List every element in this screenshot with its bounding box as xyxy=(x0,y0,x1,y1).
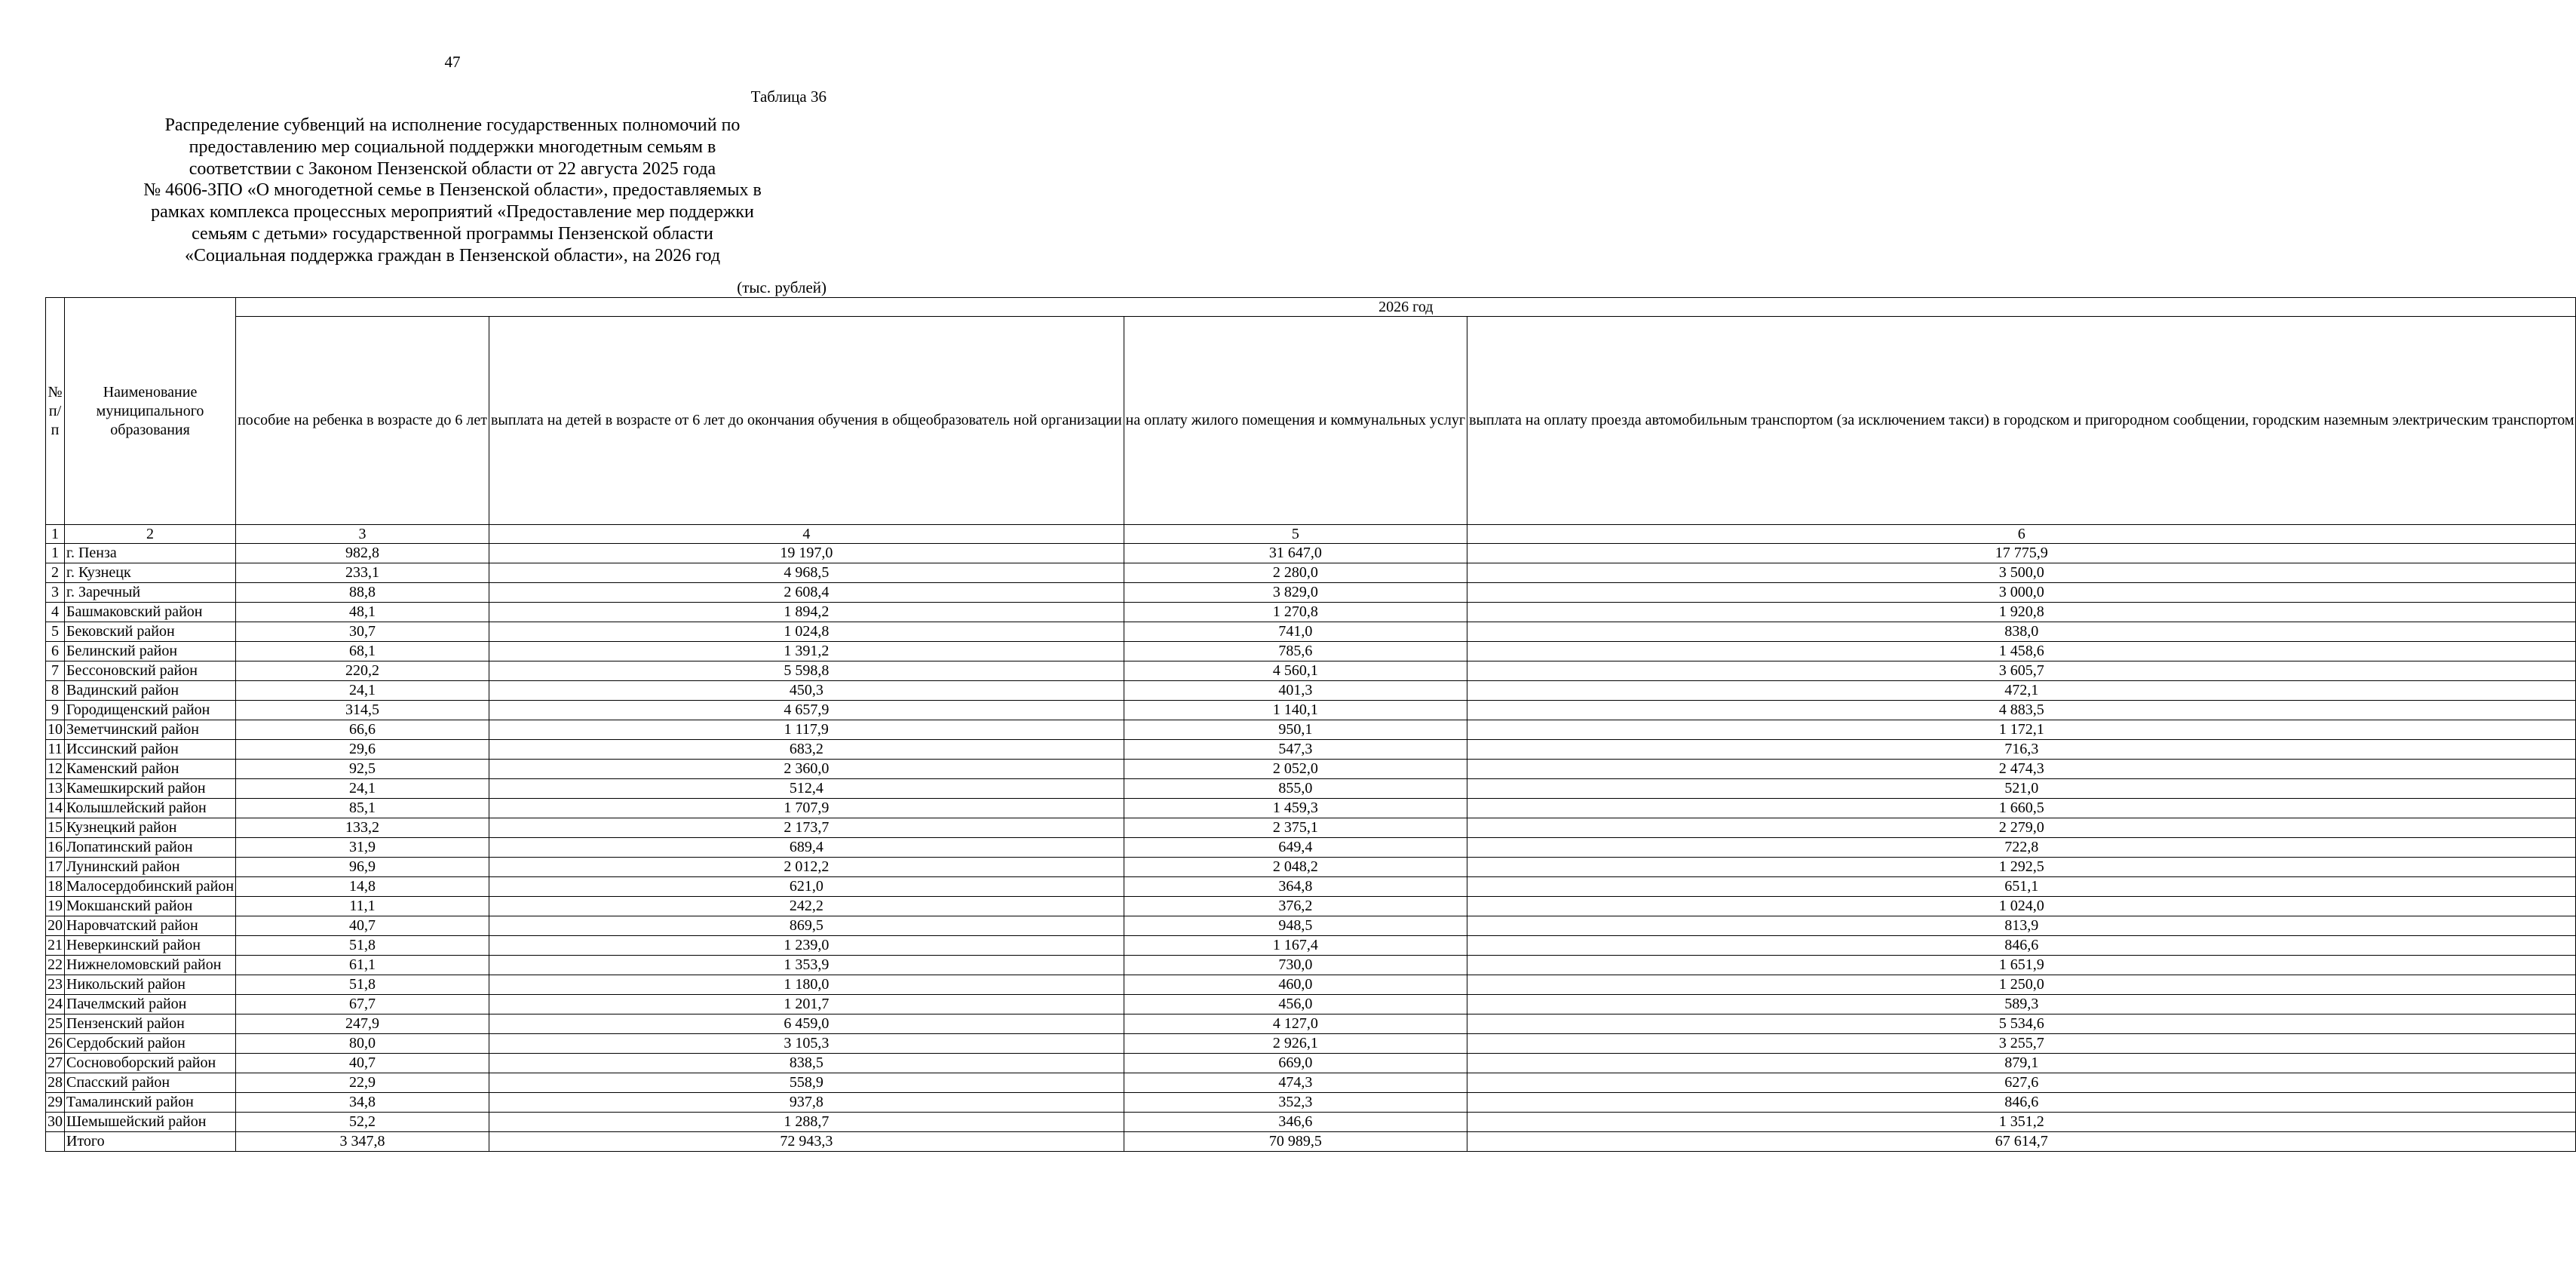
header-col-3: пособие на ребенка в возрасте до 6 лет xyxy=(236,317,489,525)
municipality-name: Кузнецкий район xyxy=(65,818,236,838)
municipality-name: Наровчатский район xyxy=(65,916,236,936)
row-number: 20 xyxy=(46,916,65,936)
value-child-6-plus: 1 707,9 xyxy=(489,799,1124,818)
value-housing: 855,0 xyxy=(1124,779,1467,799)
row-number: 5 xyxy=(46,622,65,642)
value-child-under-6: 80,0 xyxy=(236,1034,489,1054)
value-child-under-6: 52,2 xyxy=(236,1113,489,1132)
table-row xyxy=(46,897,2576,916)
value-transport: 627,6 xyxy=(1467,1073,2576,1093)
table-row xyxy=(46,779,2576,799)
value-child-under-6: 92,5 xyxy=(236,760,489,779)
value-transport: 17 775,9 xyxy=(1467,544,2576,563)
value-housing: 4 560,1 xyxy=(1124,661,1467,681)
row-number: 24 xyxy=(46,995,65,1014)
value-child-under-6: 96,9 xyxy=(236,858,489,877)
table-row xyxy=(46,956,2576,975)
value-housing: 2 926,1 xyxy=(1124,1034,1467,1054)
value-housing: 730,0 xyxy=(1124,956,1467,975)
row-number: 1 xyxy=(46,544,65,563)
table-row xyxy=(46,858,2576,877)
value-housing: 3 829,0 xyxy=(1124,583,1467,603)
value-child-6-plus: 869,5 xyxy=(489,916,1124,936)
table-row xyxy=(46,1093,2576,1113)
row-number: 9 xyxy=(46,701,65,720)
value-transport: 4 883,5 xyxy=(1467,701,2576,720)
value-transport: 3 000,0 xyxy=(1467,583,2576,603)
table-row xyxy=(46,1054,2576,1073)
table-row xyxy=(46,975,2576,995)
value-child-6-plus: 2 012,2 xyxy=(489,858,1124,877)
row-number: 22 xyxy=(46,956,65,975)
value-child-6-plus: 621,0 xyxy=(489,877,1124,897)
municipality-name: Нижнеломовский район xyxy=(65,956,236,975)
value-housing: 401,3 xyxy=(1124,681,1467,701)
value-child-under-6: 314,5 xyxy=(236,701,489,720)
header-col-6: выплата на оплату проезда автомобильным транспортом (за исключением такси) в городском и пригородном сообщении, городским наземным электрическим транспортом xyxy=(1467,317,2576,525)
value-housing: 364,8 xyxy=(1124,877,1467,897)
value-child-6-plus: 558,9 xyxy=(489,1073,1124,1093)
value-transport: 3 255,7 xyxy=(1467,1034,2576,1054)
header-name: Наименование муниципального образования xyxy=(65,298,236,525)
row-number: 30 xyxy=(46,1113,65,1132)
municipality-name: Бековский район xyxy=(65,622,236,642)
value-transport: 2 474,3 xyxy=(1467,760,2576,779)
value-housing: 31 647,0 xyxy=(1124,544,1467,563)
value-child-6-plus: 689,4 xyxy=(489,838,1124,858)
municipality-name: Земетчинский район xyxy=(65,720,236,740)
row-number: 4 xyxy=(46,603,65,622)
value-transport: 3 500,0 xyxy=(1467,563,2576,583)
row-number: 3 xyxy=(46,583,65,603)
value-child-under-6: 51,8 xyxy=(236,936,489,956)
municipality-name: Пачелмский район xyxy=(65,995,236,1014)
table-row xyxy=(46,799,2576,818)
value-child-under-6: 85,1 xyxy=(236,799,489,818)
municipality-name: Белинский район xyxy=(65,642,236,661)
municipality-name: г. Кузнецк xyxy=(65,563,236,583)
value-housing: 2 280,0 xyxy=(1124,563,1467,583)
title-line: предоставлению мер социальной поддержки многодетным семьям в xyxy=(189,137,716,157)
value-child-6-plus: 838,5 xyxy=(489,1054,1124,1073)
value-child-6-plus: 1 024,8 xyxy=(489,622,1124,642)
value-transport: 1 458,6 xyxy=(1467,642,2576,661)
value-child-under-6: 14,8 xyxy=(236,877,489,897)
row-number: 26 xyxy=(46,1034,65,1054)
value-transport: 589,3 xyxy=(1467,995,2576,1014)
municipality-name: Малосердобинский район xyxy=(65,877,236,897)
municipality-name: Лунинский район xyxy=(65,858,236,877)
value-child-under-6: 24,1 xyxy=(236,681,489,701)
total-row xyxy=(46,1132,2576,1152)
value-child-under-6: 220,2 xyxy=(236,661,489,681)
value-child-under-6: 40,7 xyxy=(236,916,489,936)
value-child-6-plus: 4 968,5 xyxy=(489,563,1124,583)
column-number-row xyxy=(46,525,2576,544)
subvention-table xyxy=(45,297,2576,1152)
table-row xyxy=(46,661,2576,681)
municipality-name: Итого xyxy=(65,1132,236,1152)
municipality-name: Лопатинский район xyxy=(65,838,236,858)
value-child-6-plus: 512,4 xyxy=(489,779,1124,799)
table-row xyxy=(46,818,2576,838)
value-transport: 722,8 xyxy=(1467,838,2576,858)
value-housing: 2 375,1 xyxy=(1124,818,1467,838)
municipality-name: Неверкинский район xyxy=(65,936,236,956)
municipality-name: Вадинский район xyxy=(65,681,236,701)
table-row xyxy=(46,916,2576,936)
municipality-name: Пензенский район xyxy=(65,1014,236,1034)
value-child-6-plus: 1 180,0 xyxy=(489,975,1124,995)
table-row xyxy=(46,642,2576,661)
value-child-6-plus: 1 288,7 xyxy=(489,1113,1124,1132)
value-transport: 1 292,5 xyxy=(1467,858,2576,877)
municipality-name: Никольский район xyxy=(65,975,236,995)
row-number: 15 xyxy=(46,818,65,838)
value-child-under-6: 88,8 xyxy=(236,583,489,603)
row-number: 29 xyxy=(46,1093,65,1113)
value-housing: 1 459,3 xyxy=(1124,799,1467,818)
document-title xyxy=(75,115,830,267)
row-number: 16 xyxy=(46,838,65,858)
value-child-under-6: 68,1 xyxy=(236,642,489,661)
header-number: № п/п xyxy=(46,298,65,525)
value-transport: 1 351,2 xyxy=(1467,1113,2576,1132)
value-transport: 716,3 xyxy=(1467,740,2576,760)
value-transport: 879,1 xyxy=(1467,1054,2576,1073)
value-housing: 950,1 xyxy=(1124,720,1467,740)
municipality-name: Сосновоборский район xyxy=(65,1054,236,1073)
row-number: 6 xyxy=(46,642,65,661)
table-row xyxy=(46,681,2576,701)
value-transport: 1 920,8 xyxy=(1467,603,2576,622)
table-row xyxy=(46,760,2576,779)
value-transport: 1 651,9 xyxy=(1467,956,2576,975)
value-transport: 1 024,0 xyxy=(1467,897,2576,916)
municipality-name: Камешкирский район xyxy=(65,779,236,799)
value-housing: 352,3 xyxy=(1124,1093,1467,1113)
value-child-under-6: 233,1 xyxy=(236,563,489,583)
table-row xyxy=(46,995,2576,1014)
table-row xyxy=(46,583,2576,603)
table-row xyxy=(46,740,2576,760)
value-child-6-plus: 5 598,8 xyxy=(489,661,1124,681)
value-housing: 2 048,2 xyxy=(1124,858,1467,877)
value-child-6-plus: 1 391,2 xyxy=(489,642,1124,661)
value-housing: 785,6 xyxy=(1124,642,1467,661)
column-number: 3 xyxy=(236,525,489,544)
municipality-name: Городищенский район xyxy=(65,701,236,720)
value-housing: 1 140,1 xyxy=(1124,701,1467,720)
column-number: 4 xyxy=(489,525,1124,544)
value-transport: 1 172,1 xyxy=(1467,720,2576,740)
row-number: 7 xyxy=(46,661,65,681)
municipality-name: Колышлейский район xyxy=(65,799,236,818)
value-transport: 5 534,6 xyxy=(1467,1014,2576,1034)
title-line: «Социальная поддержка граждан в Пензенской области», на 2026 год xyxy=(184,245,721,266)
value-transport: 521,0 xyxy=(1467,779,2576,799)
value-housing: 649,4 xyxy=(1124,838,1467,858)
value-transport: 472,1 xyxy=(1467,681,2576,701)
table-row xyxy=(46,622,2576,642)
row-number: 21 xyxy=(46,936,65,956)
value-child-under-6: 40,7 xyxy=(236,1054,489,1073)
municipality-name: г. Пенза xyxy=(65,544,236,563)
municipality-name: Шемышейский район xyxy=(65,1113,236,1132)
municipality-name: Каменский район xyxy=(65,760,236,779)
units-label: (тыс. рублей) xyxy=(737,278,826,296)
value-child-6-plus: 1 239,0 xyxy=(489,936,1124,956)
table-row xyxy=(46,838,2576,858)
column-number: 2 xyxy=(65,525,236,544)
table-row xyxy=(46,877,2576,897)
row-number: 14 xyxy=(46,799,65,818)
value-child-6-plus: 683,2 xyxy=(489,740,1124,760)
row-number: 19 xyxy=(46,897,65,916)
row-number: 27 xyxy=(46,1054,65,1073)
row-number: 8 xyxy=(46,681,65,701)
value-child-6-plus: 1 894,2 xyxy=(489,603,1124,622)
table-row xyxy=(46,1113,2576,1132)
column-number: 5 xyxy=(1124,525,1467,544)
value-transport: 846,6 xyxy=(1467,936,2576,956)
value-child-6-plus: 1 353,9 xyxy=(489,956,1124,975)
row-number: 25 xyxy=(46,1014,65,1034)
header-col-4: выплата на детей в возрасте от 6 лет до окончания обучения в общеобразователь ной организации xyxy=(489,317,1124,525)
value-housing: 460,0 xyxy=(1124,975,1467,995)
value-housing: 474,3 xyxy=(1124,1073,1467,1093)
value-child-under-6: 133,2 xyxy=(236,818,489,838)
table-row xyxy=(46,1034,2576,1054)
value-transport: 651,1 xyxy=(1467,877,2576,897)
row-number: 17 xyxy=(46,858,65,877)
table-row xyxy=(46,563,2576,583)
value-child-6-plus: 4 657,9 xyxy=(489,701,1124,720)
value-child-6-plus: 1 117,9 xyxy=(489,720,1124,740)
value-child-under-6: 11,1 xyxy=(236,897,489,916)
row-number: 10 xyxy=(46,720,65,740)
table-label: Таблица 36 xyxy=(750,87,826,106)
municipality-name: Бессоновский район xyxy=(65,661,236,681)
value-child-under-6: 66,6 xyxy=(236,720,489,740)
table-row xyxy=(46,720,2576,740)
value-child-under-6: 34,8 xyxy=(236,1093,489,1113)
value-child-under-6: 51,8 xyxy=(236,975,489,995)
value-child-6-plus: 2 608,4 xyxy=(489,583,1124,603)
value-child-6-plus: 72 943,3 xyxy=(489,1132,1124,1152)
value-housing: 669,0 xyxy=(1124,1054,1467,1073)
municipality-name: Спасский район xyxy=(65,1073,236,1093)
value-child-under-6: 67,7 xyxy=(236,995,489,1014)
header-col-5: на оплату жилого помещения и коммунальных услуг xyxy=(1124,317,1467,525)
value-child-under-6: 24,1 xyxy=(236,779,489,799)
table-row xyxy=(46,603,2576,622)
municipality-name: г. Заречный xyxy=(65,583,236,603)
value-child-6-plus: 2 360,0 xyxy=(489,760,1124,779)
value-housing: 547,3 xyxy=(1124,740,1467,760)
table-row xyxy=(46,936,2576,956)
value-child-under-6: 48,1 xyxy=(236,603,489,622)
value-transport: 1 660,5 xyxy=(1467,799,2576,818)
row-number: 12 xyxy=(46,760,65,779)
value-housing: 1 270,8 xyxy=(1124,603,1467,622)
value-child-6-plus: 2 173,7 xyxy=(489,818,1124,838)
value-child-6-plus: 242,2 xyxy=(489,897,1124,916)
row-number xyxy=(46,1132,65,1152)
row-number: 13 xyxy=(46,779,65,799)
value-housing: 70 989,5 xyxy=(1124,1132,1467,1152)
value-housing: 2 052,0 xyxy=(1124,760,1467,779)
value-child-under-6: 31,9 xyxy=(236,838,489,858)
value-transport: 1 250,0 xyxy=(1467,975,2576,995)
title-line: № 4606-ЗПО «О многодетной семье в Пензенской области», предоставляемых в xyxy=(143,180,762,201)
table-row xyxy=(46,1073,2576,1093)
value-transport: 3 605,7 xyxy=(1467,661,2576,681)
value-child-under-6: 22,9 xyxy=(236,1073,489,1093)
value-child-under-6: 29,6 xyxy=(236,740,489,760)
value-child-6-plus: 1 201,7 xyxy=(489,995,1124,1014)
municipality-name: Башмаковский район xyxy=(65,603,236,622)
municipality-name: Тамалинский район xyxy=(65,1093,236,1113)
value-child-6-plus: 6 459,0 xyxy=(489,1014,1124,1034)
value-housing: 456,0 xyxy=(1124,995,1467,1014)
value-transport: 2 279,0 xyxy=(1467,818,2576,838)
value-housing: 741,0 xyxy=(1124,622,1467,642)
row-number: 23 xyxy=(46,975,65,995)
value-transport: 838,0 xyxy=(1467,622,2576,642)
column-number: 6 xyxy=(1467,525,2576,544)
page-number: 47 xyxy=(444,53,461,71)
column-number: 1 xyxy=(46,525,65,544)
table-row xyxy=(46,1014,2576,1034)
value-child-6-plus: 937,8 xyxy=(489,1093,1124,1113)
value-housing: 376,2 xyxy=(1124,897,1467,916)
title-line: Распределение субвенций на исполнение государственных полномочий по xyxy=(164,115,741,135)
table-row xyxy=(46,701,2576,720)
row-number: 11 xyxy=(46,740,65,760)
value-child-under-6: 3 347,8 xyxy=(236,1132,489,1152)
title-line: соответствии с Законом Пензенской области от 22 августа 2025 года xyxy=(189,158,716,179)
row-number: 28 xyxy=(46,1073,65,1093)
municipality-name: Сердобский район xyxy=(65,1034,236,1054)
value-transport: 813,9 xyxy=(1467,916,2576,936)
table-row xyxy=(46,544,2576,563)
title-line: семьям с детьми» государственной программы Пензенской области xyxy=(192,223,713,244)
value-housing: 4 127,0 xyxy=(1124,1014,1467,1034)
value-child-under-6: 61,1 xyxy=(236,956,489,975)
value-child-6-plus: 3 105,3 xyxy=(489,1034,1124,1054)
row-number: 2 xyxy=(46,563,65,583)
value-child-under-6: 982,8 xyxy=(236,544,489,563)
value-child-under-6: 30,7 xyxy=(236,622,489,642)
value-transport: 846,6 xyxy=(1467,1093,2576,1113)
value-housing: 1 167,4 xyxy=(1124,936,1467,956)
title-line: рамках комплекса процессных мероприятий «Предоставление мер поддержки xyxy=(151,202,754,223)
municipality-name: Мокшанский район xyxy=(65,897,236,916)
value-housing: 948,5 xyxy=(1124,916,1467,936)
row-number: 18 xyxy=(46,877,65,897)
value-housing: 346,6 xyxy=(1124,1113,1467,1132)
value-child-6-plus: 19 197,0 xyxy=(489,544,1124,563)
municipality-name: Иссинский район xyxy=(65,740,236,760)
header-year: 2026 год xyxy=(236,298,2576,317)
value-transport: 67 614,7 xyxy=(1467,1132,2576,1152)
value-child-under-6: 247,9 xyxy=(236,1014,489,1034)
value-child-6-plus: 450,3 xyxy=(489,681,1124,701)
